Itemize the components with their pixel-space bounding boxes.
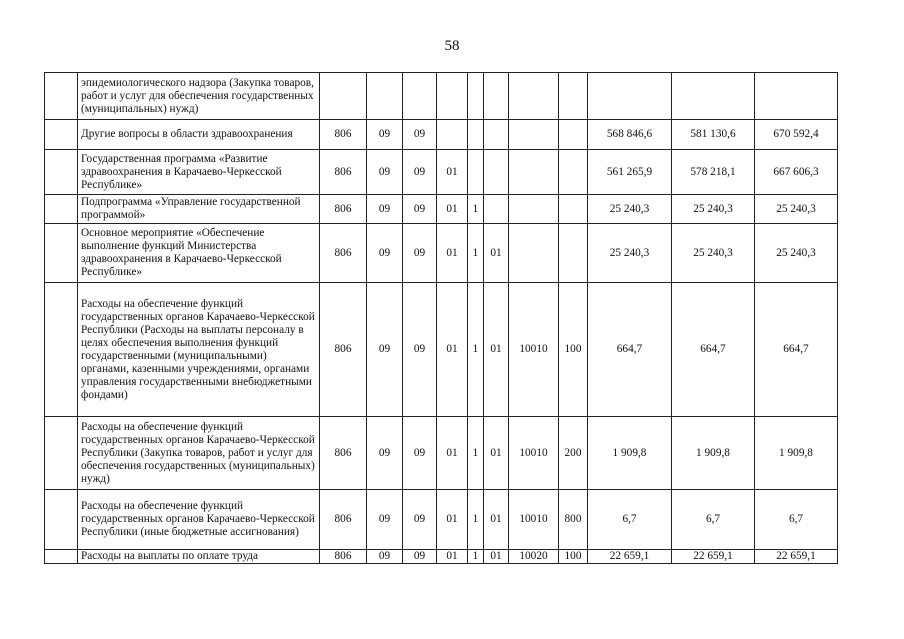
amount-year-2: 664,7: [672, 283, 755, 417]
program-code: 01: [437, 224, 468, 283]
expense-type-code: [559, 224, 588, 283]
program-code: 01: [437, 550, 468, 564]
row-name: Расходы на обеспечение функций государственных органов Карачаево-Черкесской Республики (иные бюджетные ассигнования): [78, 490, 320, 550]
section-code: 09: [367, 150, 403, 195]
amount-year-3: 25 240,3: [755, 195, 838, 224]
amount-year-1: 561 265,9: [588, 150, 672, 195]
table-row: [45, 417, 838, 490]
section-code: [367, 73, 403, 120]
section-code: 09: [367, 490, 403, 550]
subprogram-code: [468, 120, 484, 150]
row-index-cell: [45, 283, 78, 417]
amount-year-3: 667 606,3: [755, 150, 838, 195]
subsection-code: 09: [403, 283, 437, 417]
expense-type-code: 200: [559, 417, 588, 490]
expense-type-code: 100: [559, 283, 588, 417]
activity-code: [484, 150, 509, 195]
activity-code: 01: [484, 417, 509, 490]
amount-year-3: 6,7: [755, 490, 838, 550]
amount-year-1: 25 240,3: [588, 195, 672, 224]
table-row: [45, 120, 838, 150]
subsection-code: 09: [403, 195, 437, 224]
amount-year-3: [755, 73, 838, 120]
ved-code: 806: [320, 195, 367, 224]
budget-table: [44, 72, 838, 564]
amount-year-1: 25 240,3: [588, 224, 672, 283]
amount-year-3: 1 909,8: [755, 417, 838, 490]
program-code: 01: [437, 490, 468, 550]
amount-year-3: 25 240,3: [755, 224, 838, 283]
direction-code: 10010: [509, 283, 559, 417]
row-index-cell: [45, 550, 78, 564]
ved-code: 806: [320, 283, 367, 417]
row-name: Другие вопросы в области здравоохранения: [78, 120, 320, 150]
subprogram-code: 1: [468, 550, 484, 564]
activity-code: [484, 73, 509, 120]
direction-code: [509, 195, 559, 224]
row-index-cell: [45, 417, 78, 490]
subsection-code: 09: [403, 224, 437, 283]
amount-year-2: 6,7: [672, 490, 755, 550]
subprogram-code: 1: [468, 490, 484, 550]
section-code: 09: [367, 550, 403, 564]
ved-code: 806: [320, 224, 367, 283]
subprogram-code: 1: [468, 224, 484, 283]
expense-type-code: [559, 195, 588, 224]
direction-code: [509, 150, 559, 195]
subsection-code: 09: [403, 120, 437, 150]
program-code: [437, 120, 468, 150]
table-row: [45, 283, 838, 417]
row-name: эпидемиологического надзора (Закупка товаров, работ и услуг для обеспечения государственных (муниципальных) нужд): [78, 73, 320, 120]
table-row: [45, 73, 838, 120]
amount-year-1: 6,7: [588, 490, 672, 550]
table-row: [45, 490, 838, 550]
subprogram-code: 1: [468, 417, 484, 490]
program-code: 01: [437, 150, 468, 195]
amount-year-1: 568 846,6: [588, 120, 672, 150]
table-row: [45, 150, 838, 195]
program-code: 01: [437, 283, 468, 417]
ved-code: 806: [320, 417, 367, 490]
subprogram-code: 1: [468, 283, 484, 417]
table-row: [45, 550, 838, 564]
amount-year-2: 578 218,1: [672, 150, 755, 195]
row-name: Расходы на обеспечение функций государственных органов Карачаево-Черкесской Республики (Расходы на выплаты персоналу в целях обеспечения выполнения функций государственными (муниципальными) органами, казенными учреждениями, органами управления государственными внебюджетными фондами): [78, 283, 320, 417]
ved-code: 806: [320, 150, 367, 195]
row-index-cell: [45, 195, 78, 224]
section-code: 09: [367, 120, 403, 150]
subsection-code: 09: [403, 150, 437, 195]
row-name: Государственная программа «Развитие здравоохранения в Карачаево-Черкесской Республике»: [78, 150, 320, 195]
row-name: Расходы на обеспечение функций государственных органов Карачаево-Черкесской Республики (Закупка товаров, работ и услуг для обеспечения государственных (муниципальных) нужд): [78, 417, 320, 490]
amount-year-3: 664,7: [755, 283, 838, 417]
expense-type-code: [559, 73, 588, 120]
activity-code: [484, 120, 509, 150]
subsection-code: 09: [403, 417, 437, 490]
row-index-cell: [45, 490, 78, 550]
program-code: [437, 73, 468, 120]
direction-code: [509, 73, 559, 120]
row-name: Основное мероприятие «Обеспечение выполнение функций Министерства здравоохранения в Карачаево-Черкесской Республике»: [78, 224, 320, 283]
row-index-cell: [45, 120, 78, 150]
amount-year-2: 581 130,6: [672, 120, 755, 150]
amount-year-1: [588, 73, 672, 120]
activity-code: [484, 195, 509, 224]
row-name: Расходы на выплаты по оплате труда: [78, 550, 320, 564]
section-code: 09: [367, 224, 403, 283]
direction-code: 10010: [509, 490, 559, 550]
amount-year-2: 22 659,1: [672, 550, 755, 564]
direction-code: [509, 224, 559, 283]
activity-code: 01: [484, 224, 509, 283]
table-row: [45, 224, 838, 283]
page-number: 58: [444, 38, 460, 54]
subprogram-code: 1: [468, 195, 484, 224]
activity-code: 01: [484, 283, 509, 417]
amount-year-1: 22 659,1: [588, 550, 672, 564]
subsection-code: 09: [403, 490, 437, 550]
subsection-code: [403, 73, 437, 120]
expense-type-code: [559, 150, 588, 195]
amount-year-2: [672, 73, 755, 120]
row-index-cell: [45, 73, 78, 120]
expense-type-code: [559, 120, 588, 150]
subprogram-code: [468, 73, 484, 120]
row-index-cell: [45, 150, 78, 195]
row-index-cell: [45, 224, 78, 283]
ved-code: 806: [320, 550, 367, 564]
direction-code: 10020: [509, 550, 559, 564]
ved-code: 806: [320, 120, 367, 150]
amount-year-3: 22 659,1: [755, 550, 838, 564]
amount-year-2: 1 909,8: [672, 417, 755, 490]
amount-year-2: 25 240,3: [672, 195, 755, 224]
activity-code: 01: [484, 490, 509, 550]
expense-type-code: 800: [559, 490, 588, 550]
subprogram-code: [468, 150, 484, 195]
direction-code: [509, 120, 559, 150]
expense-type-code: 100: [559, 550, 588, 564]
amount-year-2: 25 240,3: [672, 224, 755, 283]
section-code: 09: [367, 283, 403, 417]
ved-code: [320, 73, 367, 120]
section-code: 09: [367, 195, 403, 224]
amount-year-3: 670 592,4: [755, 120, 838, 150]
subsection-code: 09: [403, 550, 437, 564]
ved-code: 806: [320, 490, 367, 550]
program-code: 01: [437, 417, 468, 490]
direction-code: 10010: [509, 417, 559, 490]
amount-year-1: 664,7: [588, 283, 672, 417]
program-code: 01: [437, 195, 468, 224]
row-name: Подпрограмма «Управление государственной программой»: [78, 195, 320, 224]
activity-code: 01: [484, 550, 509, 564]
amount-year-1: 1 909,8: [588, 417, 672, 490]
section-code: 09: [367, 417, 403, 490]
table-row: [45, 195, 838, 224]
